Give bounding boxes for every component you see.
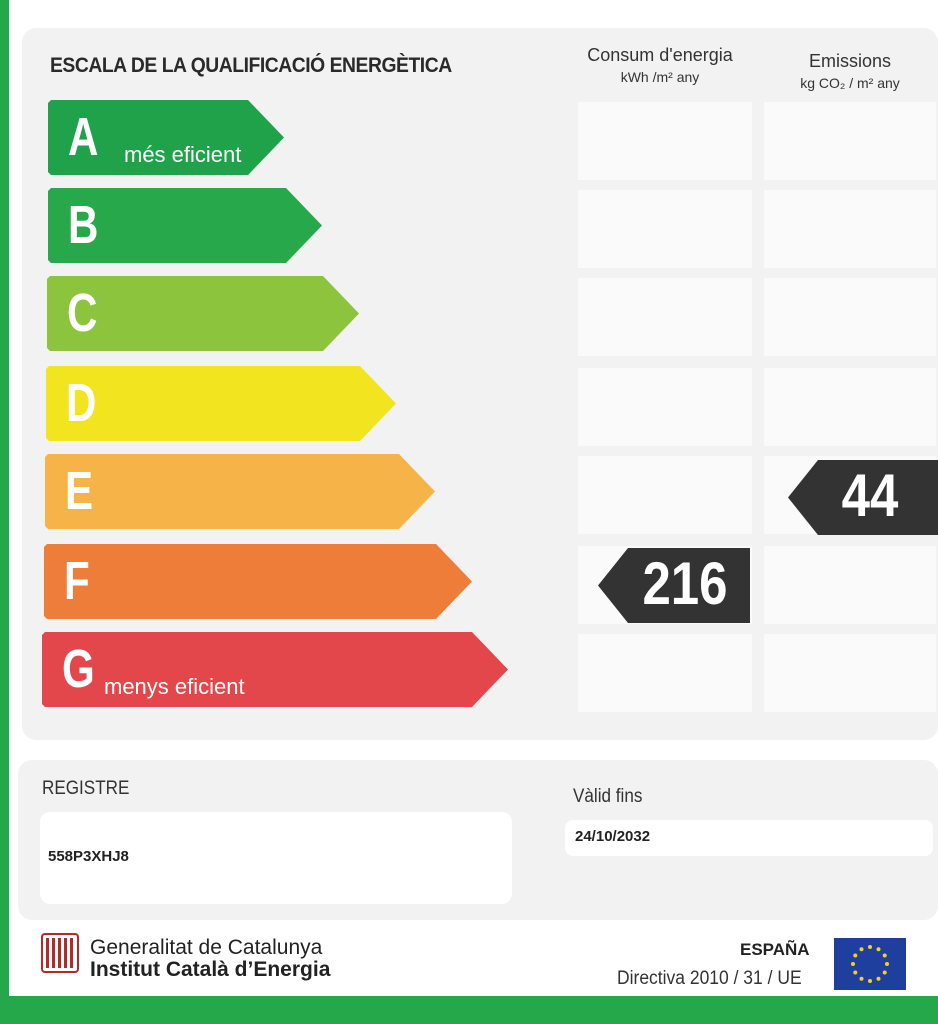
generalitat-logo-icon <box>40 932 80 974</box>
consum-cell-d <box>578 368 752 446</box>
band-d <box>46 366 396 441</box>
emissions-value: 44 <box>841 462 899 529</box>
band-arrow-shape <box>46 366 396 441</box>
country-label: ESPAÑA <box>740 940 810 959</box>
band-g <box>42 632 508 707</box>
band-description: menys eficient <box>104 674 245 699</box>
emissions-label: Emissions <box>808 51 892 71</box>
consum-value: 216 <box>642 550 728 617</box>
registre-label: REGISTRE <box>42 778 130 799</box>
band-letter: C <box>67 283 98 343</box>
emissions-cell-d <box>764 368 936 446</box>
consum-unit: kWh /m² any <box>620 69 700 85</box>
bottom-green-border <box>0 996 938 1024</box>
band-arrow-shape <box>45 454 435 529</box>
consum-label: Consum d'energia <box>587 45 733 65</box>
scale-title: ESCALA DE LA QUALIFICACIÓ ENERGÈTICA <box>50 54 452 77</box>
consum-cell-e <box>578 456 752 534</box>
consum-cell-g <box>578 634 752 712</box>
consum-rating-tag <box>598 548 750 628</box>
band-letter: D <box>66 373 97 433</box>
emissions-unit: kg CO₂ / m² any <box>800 75 900 91</box>
emissions-header <box>765 50 935 94</box>
consum-header <box>570 44 750 88</box>
emissions-cell-b <box>764 190 936 268</box>
valid-value: 24/10/2032 <box>575 828 651 845</box>
band-letter: G <box>62 639 95 699</box>
band-a <box>48 100 284 175</box>
emissions-cell-f <box>764 546 936 624</box>
left-green-border <box>0 0 9 1024</box>
band-letter: F <box>64 551 90 611</box>
band-c <box>47 276 359 351</box>
consum-cell-c <box>578 278 752 356</box>
band-letter: E <box>65 461 94 521</box>
directive-label: Directiva 2010 / 31 / UE <box>617 968 802 989</box>
emissions-cell-c <box>764 278 936 356</box>
emissions-cell-g <box>764 634 936 712</box>
institute-name: Institut Català d’Energia <box>90 958 331 981</box>
band-e <box>45 454 435 529</box>
consum-cell-b <box>578 190 752 268</box>
emissions-rating-tag <box>788 460 938 540</box>
band-description: més eficient <box>124 142 242 167</box>
eu-flag-icon <box>834 938 906 990</box>
band-arrow-shape <box>44 544 472 619</box>
consum-cell-a <box>578 102 752 180</box>
emissions-cell-a <box>764 102 936 180</box>
band-letter: B <box>68 195 99 255</box>
band-letter: A <box>68 107 99 167</box>
valid-label: Vàlid fins <box>573 786 643 807</box>
registre-value: 558P3XHJ8 <box>48 848 129 865</box>
band-b <box>48 188 322 263</box>
org-name: Generalitat de Catalunya <box>90 936 323 959</box>
band-f <box>44 544 472 619</box>
